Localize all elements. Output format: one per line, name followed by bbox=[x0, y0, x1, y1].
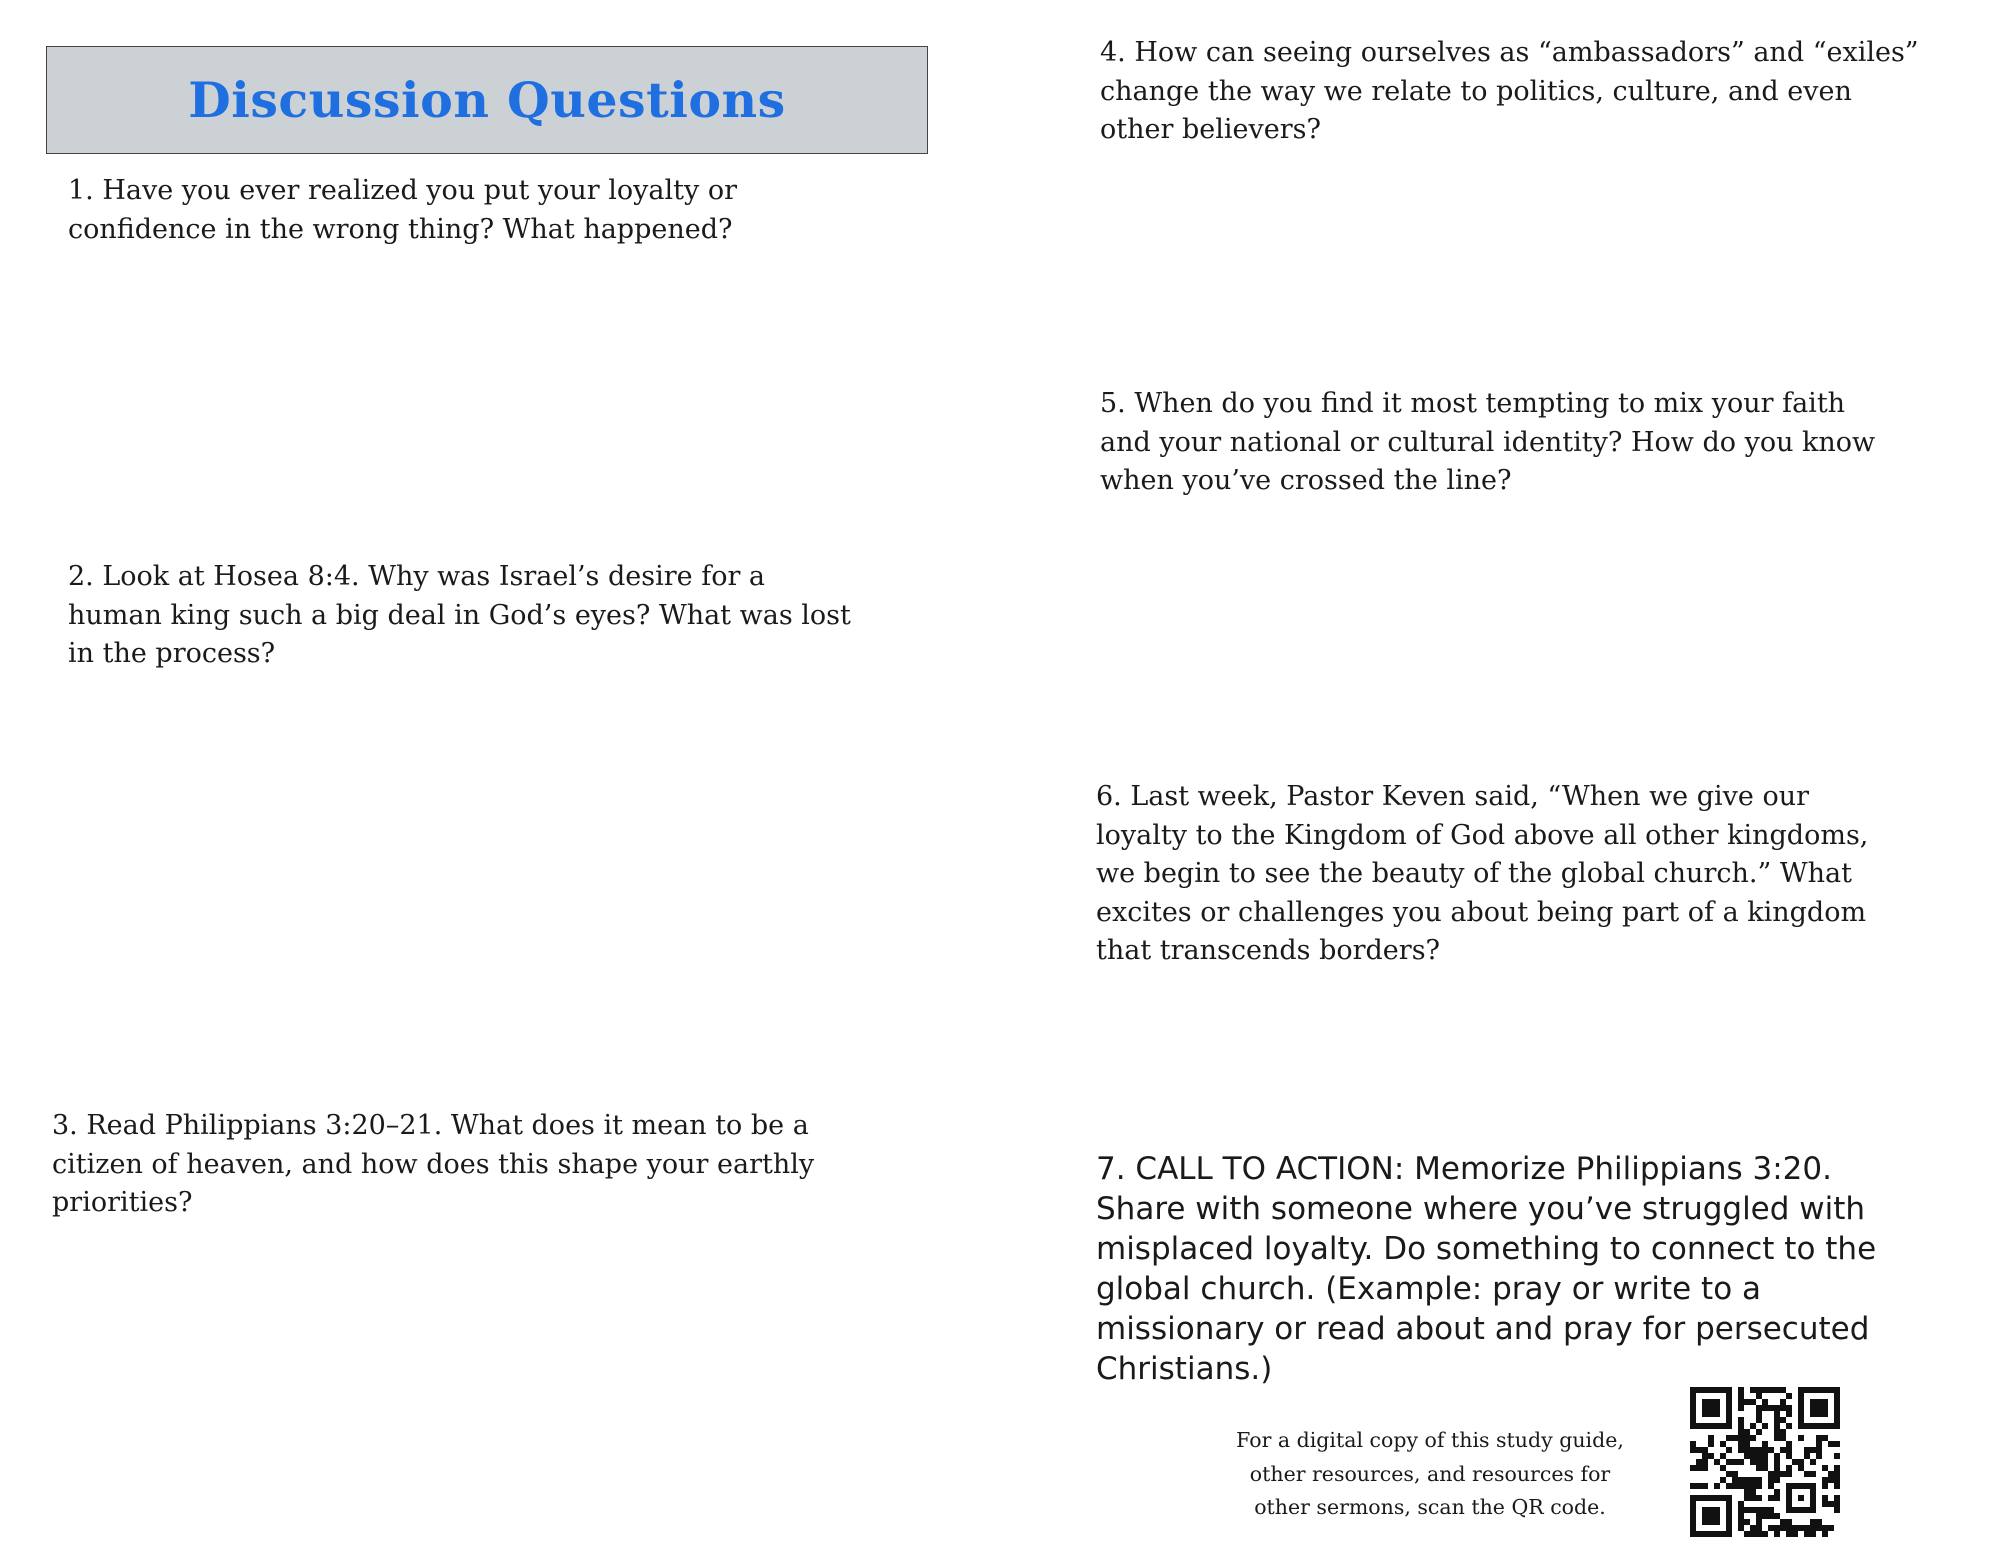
page-title: Discussion Questions bbox=[188, 71, 786, 129]
question-2: 2. Look at Hosea 8:4. Why was Israel’s desire for a human king such a big deal in God’s eyes? What was lost in the process? bbox=[68, 561, 851, 669]
qr-code-icon[interactable] bbox=[1690, 1387, 1840, 1537]
question-5: 5. When do you find it most tempting to mix your faith and your national or cultural identity? How do you know when you’ve crossed the line? bbox=[1100, 388, 1876, 496]
question-3: 3. Read Philippians 3:20–21. What does it mean to be a citizen of heaven, and how does this shape your earthly priorities? bbox=[52, 1110, 815, 1218]
question-4: 4. How can seeing ourselves as “ambassadors” and “exiles” change the way we relate to politics, culture, and even other believers? bbox=[1100, 37, 1919, 145]
title-box bbox=[46, 46, 928, 154]
call-to-action: 7. CALL TO ACTION: Memorize Philippians 3:20. Share with someone where you’ve struggled with misplaced loyalty. Do something to connect to the global church. (Example: pray or write to a missionary or read about and pray for persecuted Christians.) bbox=[1096, 1151, 1877, 1387]
qr-instructions: For a digital copy of this study guide, other resources, and resources for other sermons, scan the QR code. bbox=[1236, 1428, 1624, 1519]
question-6: 6. Last week, Pastor Keven said, “When we give our loyalty to the Kingdom of God above all other kingdoms, we begin to see the beauty of the global church.” What excites or challenges you about being part of a kingdom that transcends borders? bbox=[1096, 781, 1869, 966]
question-1: 1. Have you ever realized you put your loyalty or confidence in the wrong thing? What happened? bbox=[68, 175, 738, 245]
